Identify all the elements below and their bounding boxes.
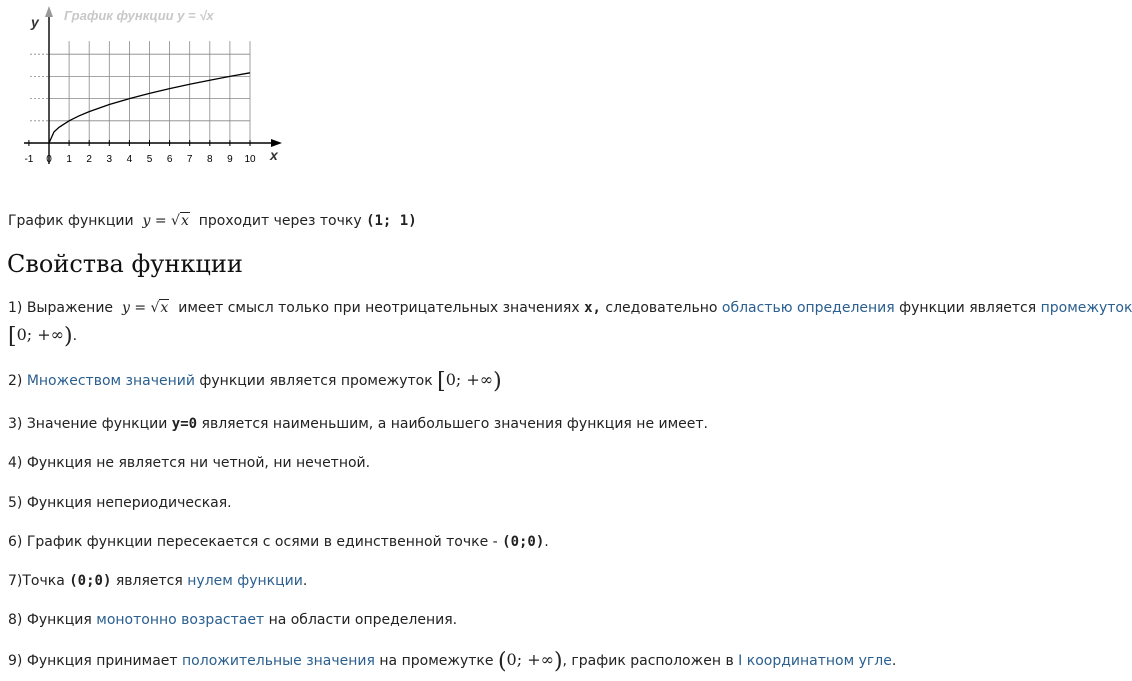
x-tick-label: 0 (46, 154, 52, 165)
chart-axes (24, 6, 282, 164)
x-tick-label: 3 (106, 154, 113, 165)
link-monotonic[interactable]: монотонно возрастает (96, 612, 265, 628)
chart-grid (30, 41, 250, 143)
link-zero[interactable]: нулем функции (187, 573, 303, 589)
prop-2-interval: [0; +∞) (437, 369, 502, 394)
prop-1-line1: 1) Выражение y = √x имеет смысл только при неотрицательных значениях x, следовательно областью определения функции является промежуток (8, 300, 1132, 316)
intro-formula: y = √x (142, 213, 189, 229)
x-tick-labels (24, 154, 256, 165)
prop-7: 7)Точка (0;0) является нулем функции. (8, 573, 308, 589)
section-heading: Свойства функции (7, 250, 243, 278)
y-axis-label: y (31, 14, 39, 30)
link-interval[interactable]: промежуток (1040, 300, 1132, 316)
function-graph (0, 0, 300, 175)
x-tick-label: 6 (166, 154, 173, 165)
x-tick-label: 10 (244, 154, 256, 165)
intro-line (8, 211, 417, 231)
link-positive[interactable]: положительные значения (182, 653, 375, 669)
link-range[interactable]: Множеством значений (26, 373, 195, 389)
intro-prefix: График функции (8, 213, 134, 229)
prop-2: 2) Множеством значений функции является промежуток [0; +∞) (8, 369, 502, 394)
chart-title: График функции y = √x (64, 8, 214, 23)
intro-point: (1; 1) (366, 213, 417, 229)
x-axis-arrow (271, 139, 282, 147)
x-tick-label: 2 (86, 154, 92, 165)
x-tick-label: 8 (207, 154, 213, 165)
x-tick-label: 9 (227, 154, 233, 165)
prop-8: 8) Функция монотонно возрастает на области определения. (8, 612, 458, 628)
link-quadrant[interactable]: I координатном угле (738, 653, 892, 669)
prop-1-formula: y = √x (121, 300, 169, 316)
prop-9-interval: (0; +∞) (497, 649, 563, 674)
x-tick-label: 7 (186, 154, 193, 165)
prop-6: 6) График функции пересекается с осями в единственной точке - (0;0). (8, 534, 549, 550)
prop-1-line2: [0; +∞). (8, 324, 78, 349)
x-tick-label: -1 (24, 154, 34, 165)
prop-3: 3) Значение функции y=0 является наименьшим, а наибольшего значения функция не имеет. (8, 416, 709, 432)
x-tick-label: 1 (66, 154, 72, 165)
prop-1-interval: [0; +∞) (8, 324, 73, 349)
link-domain[interactable]: областью определения (721, 300, 895, 316)
prop-4: 4) Функция не является ни четной, ни нечетной. (8, 455, 371, 471)
x-axis-label: x (270, 147, 278, 163)
y-axis-arrow (45, 6, 53, 17)
x-tick-label: 4 (126, 154, 133, 165)
intro-suffix: проходит через точку (198, 213, 362, 229)
prop-5: 5) Функция непериодическая. (8, 495, 232, 511)
prop-9: 9) Функция принимает положительные значения на промежутке (0; +∞), график расположен в I координатном угле. (8, 649, 897, 674)
x-tick-label: 5 (146, 154, 153, 165)
